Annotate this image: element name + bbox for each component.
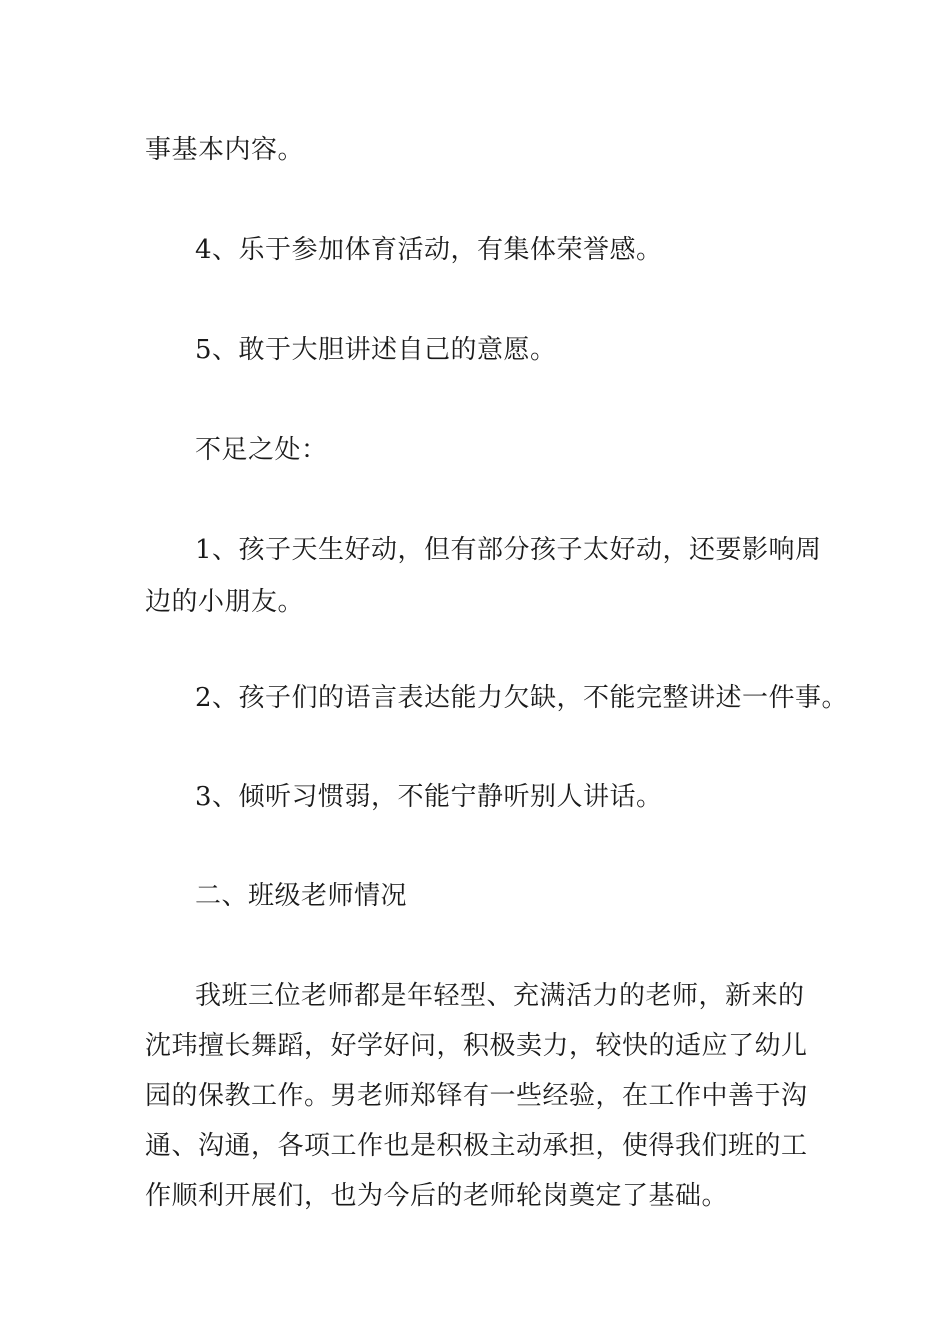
teachers-paragraph-line-3: 园的保教工作。男老师郑铎有一些经验，在工作中善于沟 <box>145 1081 808 1111</box>
strength-item-5: 5、敢于大胆讲述自己的意愿。 <box>195 335 557 365</box>
shortcoming-item-3: 3、倾听习惯弱，不能宁静听别人讲话。 <box>195 782 663 812</box>
teachers-paragraph-line-1: 我班三位老师都是年轻型、充满活力的老师，新来的 <box>195 981 805 1011</box>
shortcoming-item-2: 2、孩子们的语言表达能力欠缺，不能完整讲述一件事。 <box>195 683 849 713</box>
teachers-paragraph-line-5: 作顺利开展们，也为今后的老师轮岗奠定了基础。 <box>145 1181 729 1211</box>
section-heading-teachers: 二、班级老师情况 <box>195 881 408 911</box>
shortcoming-item-1-line-1: 1、孩子天生好动，但有部分孩子太好动，还要影响周 <box>195 535 822 565</box>
teachers-paragraph-line-4: 通、沟通，各项工作也是积极主动承担，使得我们班的工 <box>145 1131 808 1161</box>
teachers-paragraph-line-2: 沈玮擅长舞蹈，好学好问，积极卖力，较快的适应了幼儿 <box>145 1031 808 1061</box>
shortcoming-item-1-line-2: 边的小朋友。 <box>145 587 305 617</box>
paragraph-continuation: 事基本内容。 <box>145 135 305 165</box>
shortcomings-heading: 不足之处： <box>195 435 328 465</box>
strength-item-4: 4、乐于参加体育活动，有集体荣誉感。 <box>195 235 663 265</box>
